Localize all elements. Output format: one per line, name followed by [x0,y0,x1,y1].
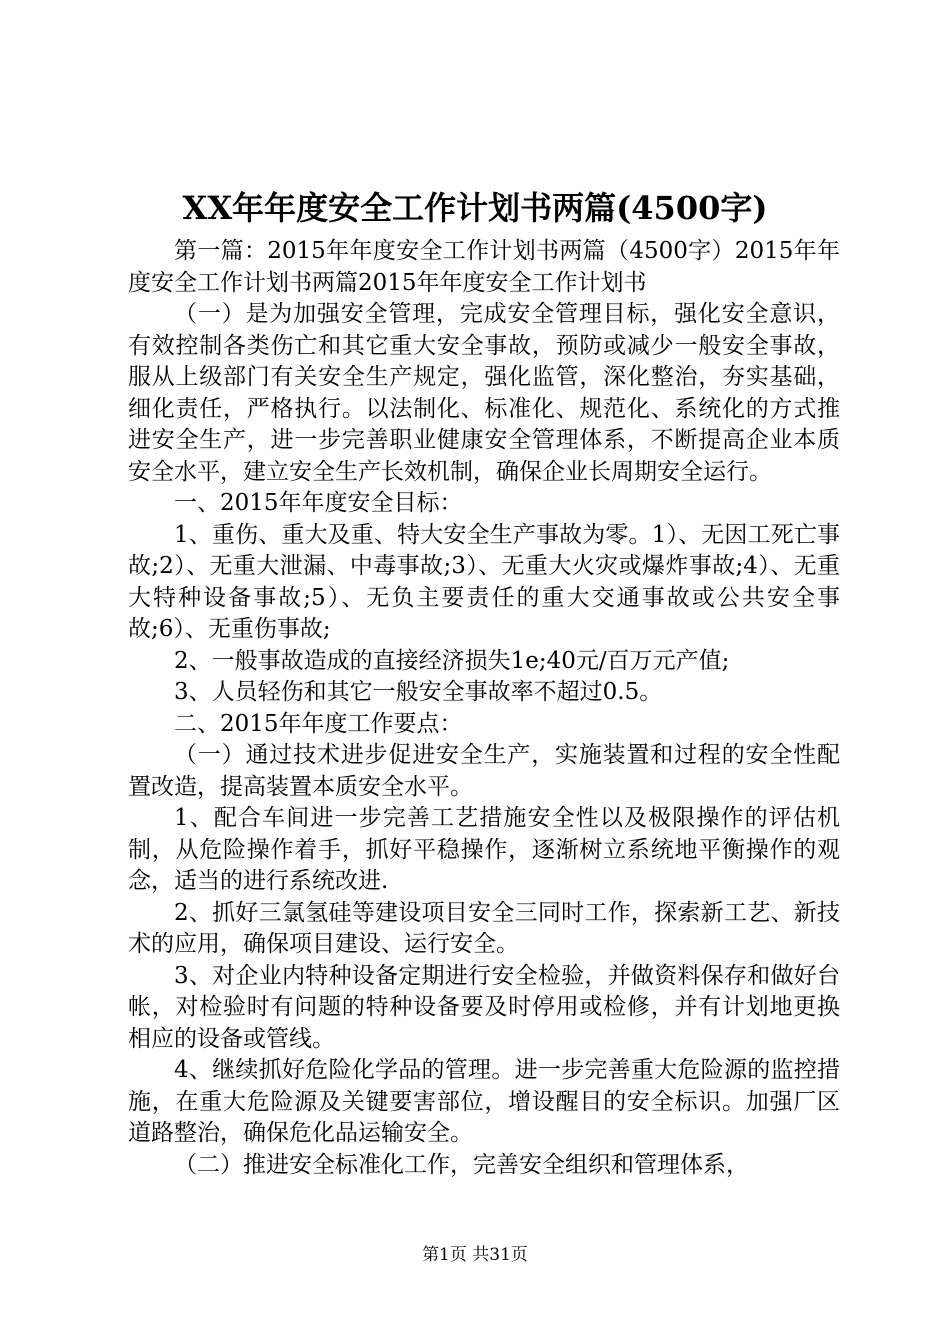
paragraph: 1、配合车间进一步完善工艺措施安全性以及极限操作的评估机制，从危险操作着手，抓好平稳操作，逐渐树立系统地平衡操作的观念，适当的进行系统改进. [128,805,840,894]
paragraph: 一、2015年年度安全目标： [174,490,463,516]
paragraph: 3、人员轻伤和其它一般安全事故率不超过0.5。 [174,679,663,705]
paragraph: 第一篇：2015年年度安全工作计划书两篇（4500字）2015年年度安全工作计划书两篇2015年年度安全工作计划书 [128,238,840,296]
paragraph: 3、对企业内特种设备定期进行安全检验，并做资料保存和做好台帐，对检验时有问题的特种设备要及时停用或检修，并有计划地更换相应的设备或管线。 [128,962,840,1052]
paragraph: 1、重伤、重大及重、特大安全生产事故为零。1）、无因工死亡事故;2）、无重大泄漏、中毒事故;3）、无重大火灾或爆炸事故;4）、无重大特种设备事故;5）、无负主要责任的重大交通事故或公共安全事故;6）、无重伤事故; [128,521,840,642]
paragraph: （一）是为加强安全管理，完成安全管理目标，强化安全意识，有效控制各类伤亡和其它重大安全事故，预防或减少一般安全事故，服从上级部门有关安全生产规定，强化监管，深化整治，夯实基础，细化责任，严格执行。以法制化、标准化、规范化、系统化的方式推进安全生产，进一步完善职业健康安全管理体系，不断提高企业本质安全水平，建立安全生产长效机制，确保企业长周期安全运行。 [128,301,840,485]
paragraph: 4、继续抓好危险化学品的管理。进一步完善重大危险源的监控措施，在重大危险源及关键要害部位，增设醒目的安全标识。加强厂区道路整治，确保危化品运输安全。 [128,1057,840,1146]
paragraph: 2、抓好三氯氢硅等建设项目安全三同时工作，探索新工艺、新技术的应用，确保项目建设、运行安全。 [128,899,840,957]
paragraph: （二）推进安全标准化工作，完善安全组织和管理体系， [174,1151,749,1178]
paragraph: 二、2015年年度工作要点： [174,710,463,737]
document-title: XX年年度安全工作计划书两篇(4500字) [182,189,768,227]
page-footer: 第1页 共31页 [422,1245,528,1265]
document-body [128,236,840,1181]
paragraph: （一）通过技术进步促进安全生产，实施装置和过程的安全性配置改造，提高装置本质安全水平。 [128,742,840,800]
paragraph: 2、一般事故造成的直接经济损失1e;40元/百万元产值; [174,647,730,674]
